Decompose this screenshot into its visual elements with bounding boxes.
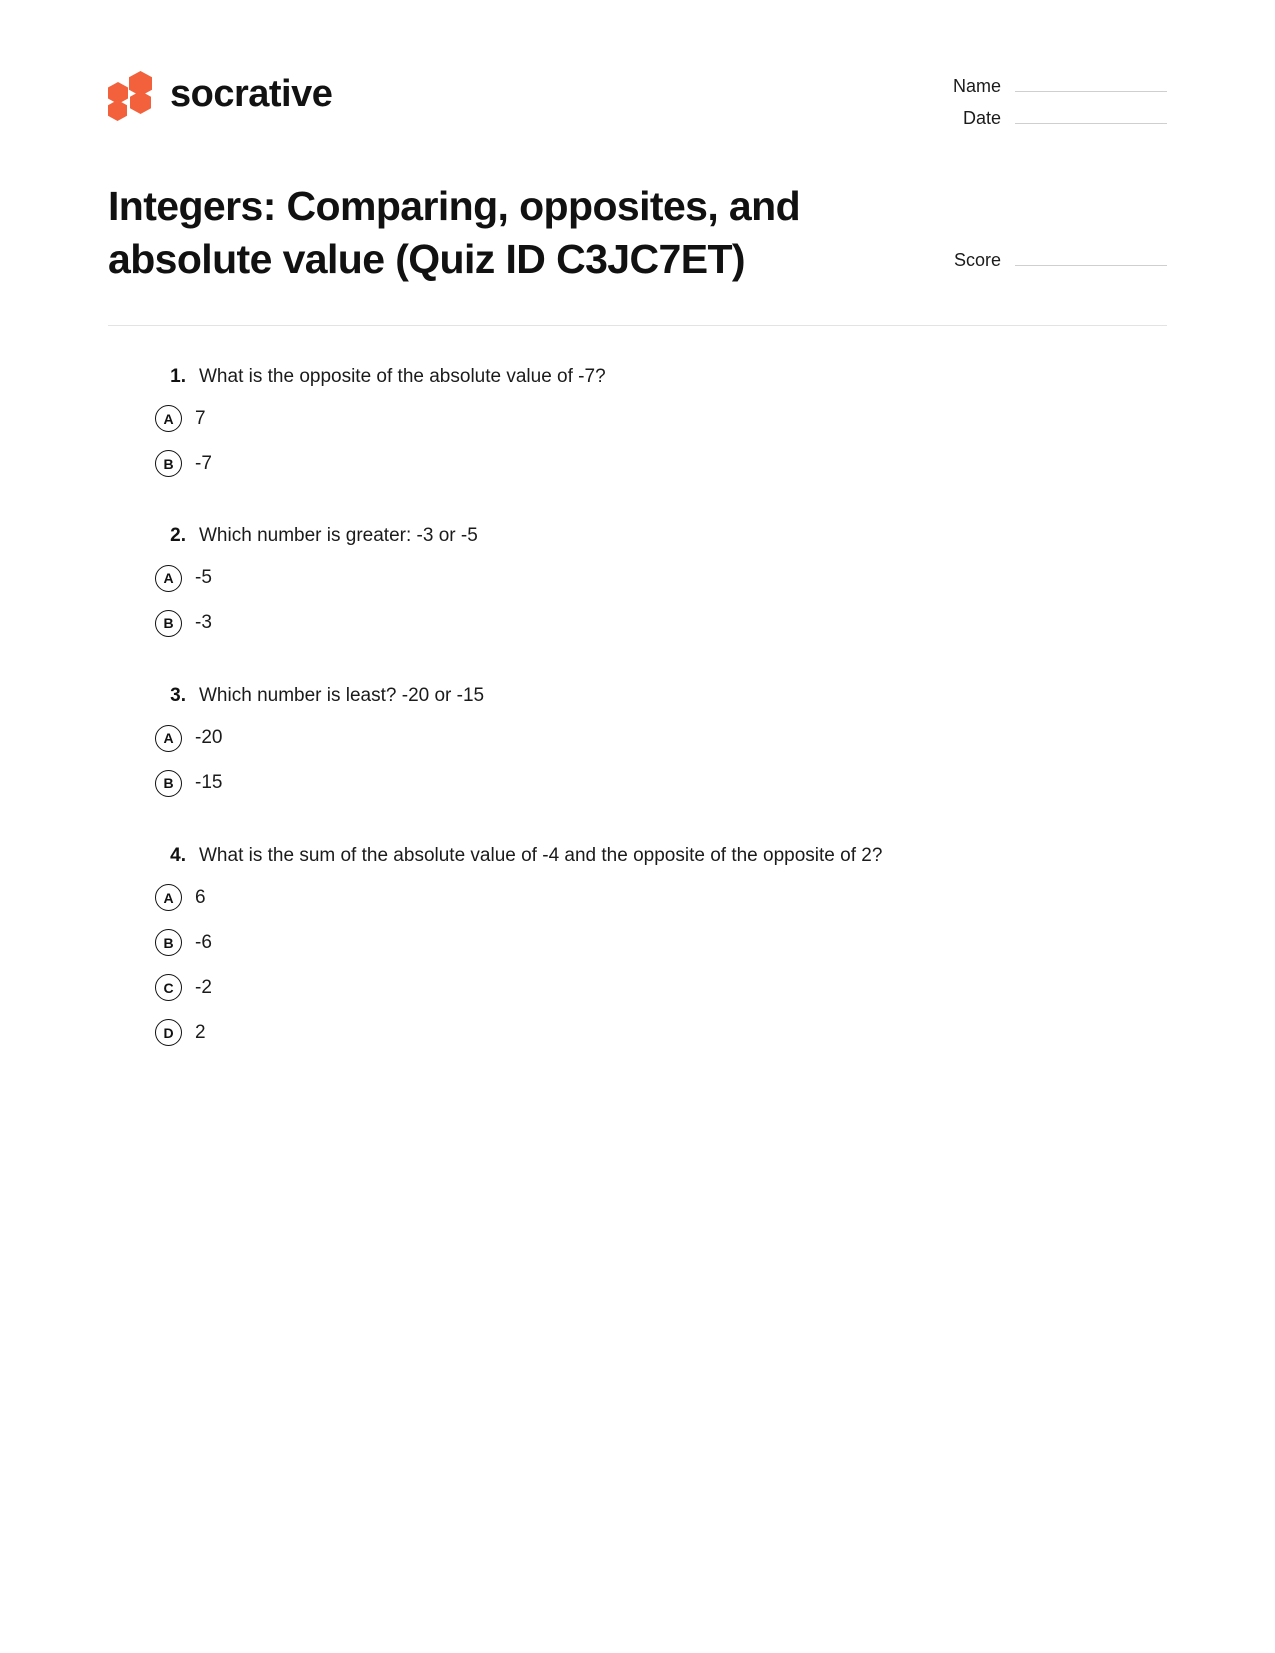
page-title: Integers: Comparing, opposites, and absolute value (Quiz ID C3JC7ET)	[108, 183, 801, 283]
choice-text: -20	[195, 727, 223, 749]
page-header	[108, 56, 1167, 142]
hexagon-shape	[130, 91, 151, 114]
choice-bubble[interactable]: B	[155, 450, 182, 477]
title-block	[108, 180, 1167, 287]
choice-bubble[interactable]: C	[155, 974, 182, 1001]
choice-option[interactable]	[155, 450, 1167, 477]
questions-list	[108, 364, 1167, 1047]
question-item	[164, 683, 1167, 797]
score-field-row	[905, 250, 1167, 271]
choice-bubble[interactable]: B	[155, 929, 182, 956]
choice-text: 7	[195, 407, 206, 429]
header-divider	[108, 325, 1167, 326]
choice-bubble[interactable]: A	[155, 884, 182, 911]
choice-text: -6	[195, 931, 212, 953]
question-number: 1.	[170, 365, 186, 387]
choice-bubble[interactable]: A	[155, 565, 182, 592]
choice-bubble[interactable]: D	[155, 1019, 182, 1046]
student-info-fields	[905, 56, 1167, 140]
choice-bubble[interactable]: A	[155, 405, 182, 432]
question-number: 3.	[170, 684, 186, 706]
choices-list	[164, 725, 1167, 797]
question-header	[164, 843, 1167, 869]
choices-list	[164, 565, 1167, 637]
question-header	[164, 683, 1167, 709]
choice-option[interactable]	[155, 405, 1167, 432]
choice-text: -5	[195, 567, 212, 589]
score-field-label: Score	[953, 250, 1001, 270]
question-text: Which number is least? -20 or -15	[199, 684, 485, 706]
choice-option[interactable]	[155, 1019, 1167, 1046]
choice-text: -7	[195, 452, 212, 474]
brand-name: socrative	[170, 73, 333, 115]
question-number: 4.	[170, 844, 186, 866]
question-text: What is the sum of the absolute value of -4 and the opposite of the opposite of 2?	[199, 844, 883, 866]
choice-bubble[interactable]: B	[155, 610, 182, 637]
question-item	[164, 523, 1167, 637]
score-field-wrap	[905, 180, 1167, 282]
hexagon-shape	[108, 100, 127, 121]
choice-text: -15	[195, 772, 223, 794]
date-input-line[interactable]	[1015, 110, 1167, 124]
choice-text: -2	[195, 976, 212, 998]
choice-bubble[interactable]: B	[155, 770, 182, 797]
choice-text: 6	[195, 886, 206, 908]
choice-option[interactable]	[155, 725, 1167, 752]
choices-list	[164, 405, 1167, 477]
choice-option[interactable]	[155, 610, 1167, 637]
choices-list	[164, 884, 1167, 1046]
brand-logo	[108, 56, 332, 118]
question-item	[164, 843, 1167, 1047]
name-field-label: Name	[952, 76, 1001, 96]
question-header	[164, 364, 1167, 390]
choice-option[interactable]	[155, 974, 1167, 1001]
question-text: Which number is greater: -3 or -5	[199, 525, 478, 547]
date-field-row	[905, 108, 1167, 129]
name-input-line[interactable]	[1015, 78, 1167, 92]
question-header	[164, 523, 1167, 549]
choice-option[interactable]	[155, 884, 1167, 911]
choice-option[interactable]	[155, 929, 1167, 956]
choice-option[interactable]	[155, 770, 1167, 797]
date-field-label: Date	[962, 108, 1001, 128]
score-input-line[interactable]	[1015, 252, 1167, 266]
question-item	[164, 364, 1167, 478]
question-text: What is the opposite of the absolute value of -7?	[199, 365, 606, 387]
choice-option[interactable]	[155, 565, 1167, 592]
choice-text: -3	[195, 612, 212, 634]
socrative-hexagon-logo-icon	[108, 70, 152, 118]
question-number: 2.	[170, 525, 186, 547]
choice-bubble[interactable]: A	[155, 725, 182, 752]
name-field-row	[905, 76, 1167, 97]
choice-text: 2	[195, 1021, 206, 1043]
